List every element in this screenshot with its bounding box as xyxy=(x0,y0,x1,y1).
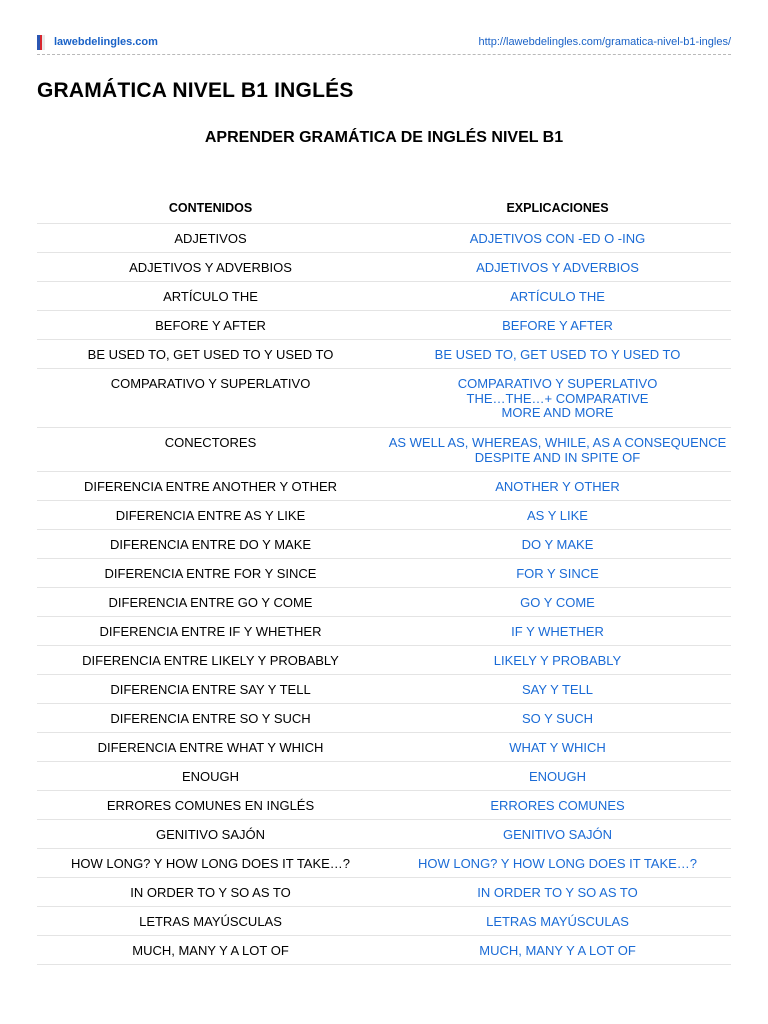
explanation-link[interactable]: MORE AND MORE xyxy=(501,405,614,420)
topic-cell: GENITIVO SAJÓN xyxy=(155,827,266,842)
explanation-cell xyxy=(384,762,731,790)
table-row xyxy=(37,936,731,965)
page-url-link[interactable]: http://lawebdelingles.com/gramatica-nivel-b1-ingles/ xyxy=(478,36,731,48)
topic-cell: BE USED TO, GET USED TO Y USED TO xyxy=(87,347,334,362)
explanation-cell xyxy=(384,675,731,703)
explanation-link[interactable]: BE USED TO, GET USED TO Y USED TO xyxy=(434,347,681,362)
table-row xyxy=(37,253,731,282)
explanation-cell xyxy=(384,733,731,761)
table-row xyxy=(37,224,731,253)
topic-cell: DIFERENCIA ENTRE SAY Y TELL xyxy=(110,682,311,697)
topic-cell: COMPARATIVO Y SUPERLATIVO xyxy=(110,376,311,391)
topic-cell: ADJETIVOS xyxy=(174,231,247,246)
topic-cell: DIFERENCIA ENTRE AS Y LIKE xyxy=(115,508,306,523)
explanation-cell xyxy=(384,791,731,819)
table-row xyxy=(37,820,731,849)
explanation-link[interactable]: COMPARATIVO Y SUPERLATIVO xyxy=(457,376,658,391)
explanation-cell xyxy=(384,340,731,368)
explanation-link[interactable]: HOW LONG? Y HOW LONG DOES IT TAKE…? xyxy=(417,856,698,871)
explanation-link[interactable]: ADJETIVOS CON -ED O -ING xyxy=(469,231,646,246)
table-row xyxy=(37,472,731,501)
explanation-link[interactable]: LETRAS MAYÚSCULAS xyxy=(486,914,629,929)
explanation-link[interactable]: ERRORES COMUNES xyxy=(490,798,625,813)
topic-cell: BEFORE Y AFTER xyxy=(155,318,266,333)
table-row xyxy=(37,762,731,791)
explanation-link[interactable]: DESPITE AND IN SPITE OF xyxy=(474,449,641,465)
topic-cell: DIFERENCIA ENTRE GO Y COME xyxy=(108,595,313,610)
topic-cell: HOW LONG? Y HOW LONG DOES IT TAKE…? xyxy=(70,856,351,871)
topic-cell: ARTÍCULO THE xyxy=(163,289,258,304)
explanation-link[interactable]: FOR Y SINCE xyxy=(516,566,599,581)
explanation-cell xyxy=(384,559,731,587)
explanation-link[interactable]: SO Y SUCH xyxy=(521,711,594,726)
topic-cell: DIFERENCIA ENTRE DO Y MAKE xyxy=(109,537,312,552)
explanation-cell xyxy=(384,704,731,732)
explanation-cell xyxy=(384,820,731,848)
topic-cell: DIFERENCIA ENTRE SO Y SUCH xyxy=(110,711,311,726)
topic-cell: ENOUGH xyxy=(181,769,240,784)
explanation-cell xyxy=(384,878,731,906)
table-row xyxy=(37,704,731,733)
topic-cell: CONECTORES xyxy=(164,435,257,450)
table-row xyxy=(37,501,731,530)
table-row xyxy=(37,849,731,878)
grammar-table xyxy=(37,193,731,965)
explanation-cell xyxy=(384,311,731,339)
topic-cell: DIFERENCIA ENTRE IF Y WHETHER xyxy=(99,624,322,639)
explanation-link[interactable]: MUCH, MANY Y A LOT OF xyxy=(479,943,636,958)
table-row xyxy=(37,428,731,472)
table-row xyxy=(37,675,731,704)
explanation-link[interactable]: ARTÍCULO THE xyxy=(510,289,605,304)
table-header-row xyxy=(37,193,731,224)
explanation-link[interactable]: WHAT Y WHICH xyxy=(509,740,606,755)
site-name-link[interactable]: lawebdelingles.com xyxy=(54,36,158,48)
header-divider xyxy=(37,54,731,55)
table-row xyxy=(37,617,731,646)
topic-cell: MUCH, MANY Y A LOT OF xyxy=(132,943,289,958)
table-row xyxy=(37,907,731,936)
explanation-link[interactable]: GO Y COME xyxy=(520,595,595,610)
table-row xyxy=(37,282,731,311)
table-row xyxy=(37,369,731,428)
column-header-contenidos: CONTENIDOS xyxy=(168,201,253,215)
explanation-link[interactable]: AS WELL AS, WHEREAS, WHILE, AS A CONSEQUENCE xyxy=(388,435,727,450)
topic-cell: LETRAS MAYÚSCULAS xyxy=(139,914,282,929)
explanation-cell xyxy=(384,224,731,252)
page-header xyxy=(37,31,731,53)
explanation-link[interactable]: LIKELY Y PROBABLY xyxy=(493,653,622,668)
table-row xyxy=(37,588,731,617)
explanation-cell xyxy=(384,617,731,645)
explanation-cell xyxy=(384,530,731,558)
topic-cell: ADJETIVOS Y ADVERBIOS xyxy=(129,260,292,275)
explanation-link[interactable]: AS Y LIKE xyxy=(527,508,588,523)
explanation-cell xyxy=(384,646,731,674)
explanation-cell xyxy=(384,472,731,500)
site-brand[interactable] xyxy=(37,35,158,50)
explanation-link[interactable]: GENITIVO SAJÓN xyxy=(502,827,613,842)
table-row xyxy=(37,646,731,675)
explanation-cell xyxy=(384,588,731,616)
table-row xyxy=(37,733,731,762)
table-row xyxy=(37,530,731,559)
table-row xyxy=(37,311,731,340)
topic-cell: IN ORDER TO Y SO AS TO xyxy=(130,885,291,900)
topic-cell: DIFERENCIA ENTRE FOR Y SINCE xyxy=(104,566,317,581)
page-subtitle: APRENDER GRAMÁTICA DE INGLÉS NIVEL B1 xyxy=(204,129,564,146)
page-title: GRAMÁTICA NIVEL B1 INGLÉS xyxy=(37,79,354,102)
explanation-cell xyxy=(384,369,731,427)
flag-logo-icon xyxy=(37,35,45,50)
explanation-cell xyxy=(384,501,731,529)
explanation-cell xyxy=(384,907,731,935)
explanation-link[interactable]: ENOUGH xyxy=(528,769,587,784)
topic-cell: DIFERENCIA ENTRE ANOTHER Y OTHER xyxy=(83,479,338,494)
topic-cell: DIFERENCIA ENTRE WHAT Y WHICH xyxy=(97,740,324,755)
explanation-link[interactable]: THE…THE…+ COMPARATIVE xyxy=(466,390,649,406)
table-row xyxy=(37,878,731,907)
explanation-link[interactable]: ANOTHER Y OTHER xyxy=(495,479,620,494)
explanation-link[interactable]: DO Y MAKE xyxy=(521,537,594,552)
column-header-explicaciones: EXPLICACIONES xyxy=(506,201,609,215)
explanation-link[interactable]: BEFORE Y AFTER xyxy=(502,318,613,333)
table-row xyxy=(37,791,731,820)
explanation-cell xyxy=(384,849,731,877)
topic-cell: DIFERENCIA ENTRE LIKELY Y PROBABLY xyxy=(82,653,339,668)
explanation-link[interactable]: ADJETIVOS Y ADVERBIOS xyxy=(476,260,639,275)
explanation-link[interactable]: IN ORDER TO Y SO AS TO xyxy=(477,885,638,900)
table-row xyxy=(37,559,731,588)
explanation-cell xyxy=(384,428,731,471)
table-row xyxy=(37,340,731,369)
explanation-cell xyxy=(384,282,731,310)
topic-cell: ERRORES COMUNES EN INGLÉS xyxy=(106,798,315,813)
explanation-link[interactable]: SAY Y TELL xyxy=(521,682,594,697)
explanation-link[interactable]: IF Y WHETHER xyxy=(511,624,604,639)
explanation-cell xyxy=(384,253,731,281)
explanation-cell xyxy=(384,936,731,964)
